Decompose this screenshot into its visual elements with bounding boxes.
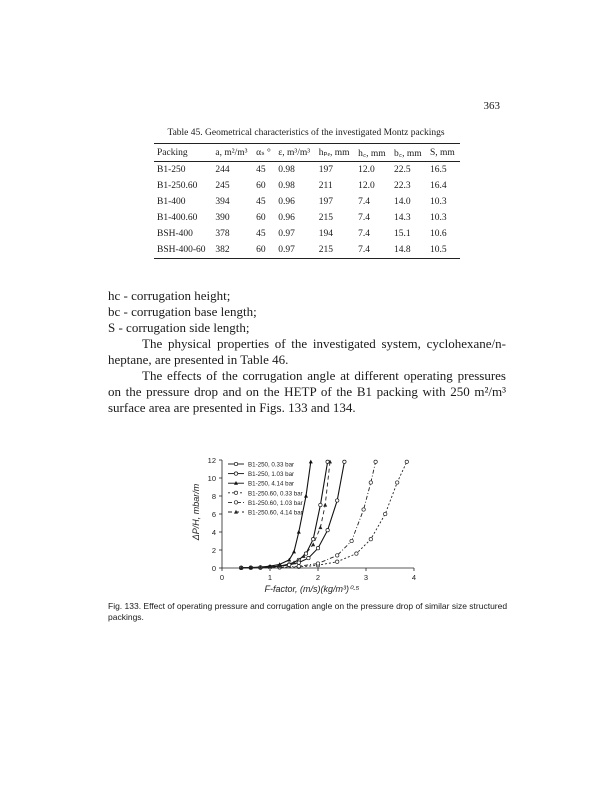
table-cell: BSH-400-60 [154, 242, 212, 259]
table-cell: 14.8 [391, 242, 427, 259]
page-number: 363 [483, 100, 500, 112]
pressure-drop-chart [190, 452, 426, 597]
table-cell: 22.5 [394, 165, 411, 175]
table-cell: 390 [215, 213, 230, 223]
table-cell: 60 [256, 181, 266, 191]
table-header-cell: Packing [154, 144, 212, 162]
legend-entry: B1-250.60, 4.14 bar [248, 509, 303, 517]
data-point [297, 565, 300, 568]
x-tick-label: 3 [363, 573, 369, 582]
table-header-cell: b꜀, mm [391, 144, 427, 162]
table-cell: 14.3 [394, 213, 411, 223]
data-point [297, 561, 300, 564]
data-point [343, 460, 346, 463]
table-row [154, 242, 460, 259]
legend-entry: B1-250.60, 0.33 bar [248, 490, 303, 498]
table-cell: 45 [256, 197, 266, 207]
data-point [374, 460, 377, 463]
table-cell: 60 [253, 242, 275, 259]
y-tick-label: 12 [207, 456, 216, 465]
table-cell: 215 [318, 213, 334, 223]
figure-caption: Fig. 133. Effect of operating pressure and corrugation angle on the pressure drop of similar size structured packings. [108, 601, 508, 622]
table-cell: 245 [215, 181, 230, 191]
data-point [336, 499, 339, 502]
table-row [154, 162, 460, 179]
y-axis-label: ΔP/H, mbar/m [191, 483, 201, 541]
definition-corrugation-base: bc - corrugation base length; [108, 304, 257, 319]
data-point [319, 503, 322, 506]
table-cell: 0.98 [278, 181, 295, 191]
y-tick-label: 8 [211, 492, 216, 501]
table-header-cell: ε, m³/m³ [275, 144, 316, 162]
x-tick-label: 0 [219, 573, 225, 582]
legend-entry: B1-250, 0.33 bar [248, 461, 295, 469]
table-cell: 22.3 [394, 181, 411, 191]
definition-corrugation-height: hc - corrugation height; [108, 288, 231, 303]
legend-entry: B1-250.60, 1.03 bar [248, 499, 303, 507]
table-cell: 7.4 [358, 213, 370, 223]
data-point [309, 460, 313, 464]
data-point [297, 530, 301, 534]
data-point [292, 550, 296, 554]
data-point [336, 554, 339, 557]
table-row [154, 194, 460, 210]
y-tick-label: 10 [207, 474, 216, 483]
table-cell: 10.3 [429, 197, 447, 207]
data-point [384, 512, 387, 515]
data-point [355, 552, 358, 555]
y-tick-label: 2 [211, 546, 216, 555]
data-point [316, 547, 319, 550]
table-caption: Table 45. Geometrical characteristics of the investigated Montz packings [167, 128, 445, 138]
table-cell: 16.4 [429, 181, 447, 191]
data-point [369, 481, 372, 484]
table-cell: 0.98 [278, 165, 295, 175]
data-point [316, 562, 319, 565]
table-header-cell: a, m²/m³ [212, 144, 253, 162]
y-tick-label: 0 [211, 564, 216, 573]
table-cell: 7.4 [355, 242, 391, 259]
table-cell: 12.0 [358, 181, 375, 191]
data-point [323, 503, 327, 507]
data-point [336, 560, 339, 563]
data-point [405, 460, 408, 463]
data-point [326, 529, 329, 532]
x-tick-label: 1 [267, 573, 273, 582]
legend-entry: B1-250, 4.14 bar [248, 480, 295, 488]
data-point [304, 494, 308, 498]
table-row [154, 178, 460, 194]
table-cell: 0.96 [278, 213, 295, 223]
table-header-cell: S, mm [427, 144, 460, 162]
table-cell: 7.4 [358, 229, 370, 239]
data-point [362, 508, 365, 511]
table-cell: B1-250 [157, 165, 186, 175]
geometry-table [154, 143, 460, 259]
y-tick-label: 4 [211, 528, 216, 537]
table-cell: 60 [256, 213, 266, 223]
paragraph-physical-properties: The physical properties of the investigated system, cyclohexane/n-heptane, are presented in Table 46. [108, 336, 506, 367]
table-cell: 15.1 [394, 229, 411, 239]
table-cell: 16.5 [429, 165, 447, 175]
x-axis-label: F-factor, (m/s)(kg/m³)⁰·⁵ [264, 584, 360, 594]
table-cell: 382 [212, 242, 253, 259]
table-cell: 194 [318, 229, 334, 239]
table-cell: B1-250.60 [157, 181, 198, 191]
table-cell: 0.97 [275, 242, 316, 259]
definition-corrugation-side: S - corrugation side length; [108, 320, 250, 335]
table-cell: 244 [215, 165, 230, 175]
table-header-row [154, 144, 460, 162]
table-cell: 10.6 [429, 229, 447, 239]
table-header-cell: h꜀, mm [355, 144, 391, 162]
legend-marker [234, 472, 237, 475]
legend-entry: B1-250, 1.03 bar [248, 471, 295, 479]
y-tick-label: 6 [211, 510, 216, 519]
table-cell: 394 [215, 197, 230, 207]
table-cell: 0.96 [278, 197, 295, 207]
table-header-cell: hₚₑ, mm [316, 144, 355, 162]
table-cell: 215 [316, 242, 355, 259]
table-cell: BSH-400 [157, 229, 193, 239]
body-paragraphs [108, 336, 506, 416]
table-cell: 197 [318, 197, 334, 207]
data-point [369, 538, 372, 541]
x-tick-label: 4 [411, 573, 417, 582]
data-point [396, 481, 399, 484]
data-point [318, 525, 322, 529]
table-row [154, 226, 460, 242]
table-cell: 10.5 [427, 242, 460, 259]
data-point [307, 556, 310, 559]
table-cell: B1-400.60 [157, 213, 198, 223]
legend-marker [234, 491, 237, 494]
definitions-block [108, 288, 506, 336]
legend-marker [234, 462, 237, 465]
table-cell: 12.0 [358, 165, 375, 175]
table-cell: 14.0 [394, 197, 411, 207]
data-point [350, 539, 353, 542]
table-cell: 45 [256, 229, 266, 239]
table-cell: 7.4 [358, 197, 370, 207]
table-cell: 378 [215, 229, 230, 239]
table-cell: 10.3 [429, 213, 447, 223]
legend-marker [234, 501, 237, 504]
paragraph-corrugation-effects: The effects of the corrugation angle at different operating pressures on the pressure drop and on the HETP of the B1 packing with 250 m²/m³ surface area are presented in Figs. 133 and 134. [108, 368, 506, 415]
table-cell: 211 [318, 181, 333, 191]
x-tick-label: 2 [315, 573, 321, 582]
table-header-cell: αₛ ° [253, 144, 275, 162]
table-cell: 45 [256, 165, 266, 175]
table-cell: 0.97 [278, 229, 295, 239]
data-point [312, 538, 315, 541]
table-row [154, 210, 460, 226]
table-cell: B1-400 [157, 197, 186, 207]
table-cell: 197 [318, 165, 334, 175]
